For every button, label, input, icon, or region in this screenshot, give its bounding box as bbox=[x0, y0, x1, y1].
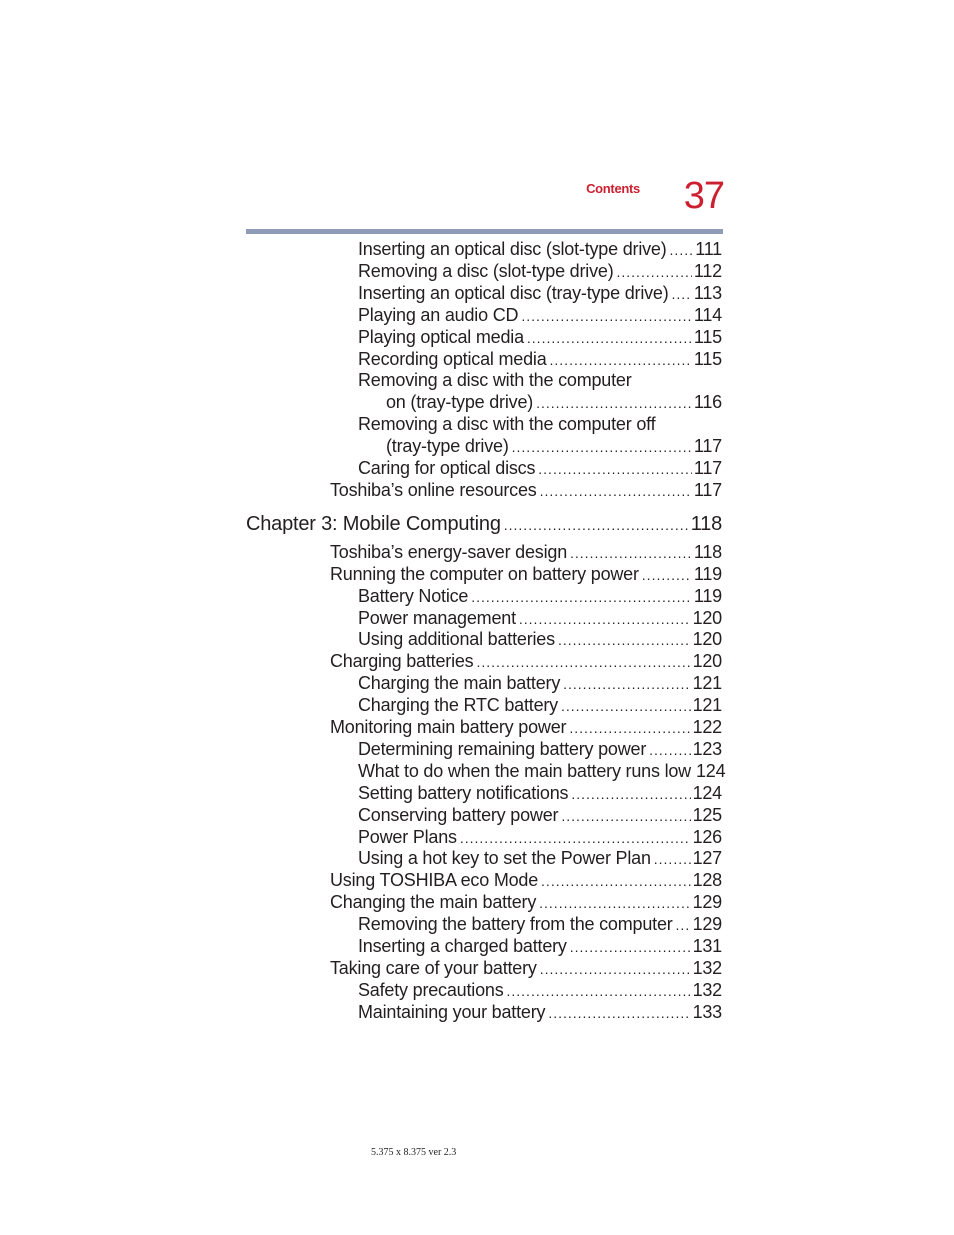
dot-leader bbox=[507, 980, 691, 1002]
toc-entry-title: Inserting an optical disc (slot-type drive) bbox=[358, 239, 667, 259]
toc-entry-title: Battery Notice bbox=[358, 585, 469, 606]
toc-entry-page: 133 bbox=[692, 1001, 722, 1022]
toc-entry-title: Safety precautions bbox=[358, 979, 504, 1000]
toc-entry-page: 121 bbox=[692, 695, 722, 716]
dot-leader bbox=[519, 608, 691, 630]
toc-entry-page: 131 bbox=[692, 936, 722, 956]
toc-entry bbox=[358, 782, 722, 805]
toc-entry-title: Determining remaining battery power bbox=[358, 738, 647, 759]
running-header-label: Contents bbox=[586, 181, 640, 196]
toc-entry bbox=[330, 479, 722, 502]
toc-entry-title: Maintaining your battery bbox=[358, 1001, 546, 1022]
toc-entry-title: Chapter 3: Mobile Computing bbox=[246, 512, 501, 535]
toc-entry-page: 118 bbox=[690, 512, 722, 535]
chapter-heading bbox=[246, 511, 722, 538]
toc-entry-title: Inserting an optical disc (tray-type drive) bbox=[358, 282, 669, 303]
toc-entry-title: Inserting a charged battery bbox=[358, 936, 567, 956]
toc-entry-page: 128 bbox=[692, 870, 722, 891]
toc-entry bbox=[358, 738, 722, 761]
toc-entry-title: Caring for optical discs bbox=[358, 458, 536, 478]
toc-entry-page: 119 bbox=[693, 563, 722, 584]
toc-entry-title: Playing optical media bbox=[358, 326, 524, 347]
toc-entry bbox=[358, 607, 722, 630]
dot-leader bbox=[471, 586, 692, 608]
dot-leader bbox=[676, 914, 691, 936]
dot-leader bbox=[571, 783, 690, 805]
toc-entry bbox=[358, 348, 722, 371]
toc-entry-page: 125 bbox=[692, 804, 722, 825]
toc-entry-title: Removing a disc (slot-type drive) bbox=[358, 260, 614, 281]
toc-entry bbox=[358, 826, 722, 849]
dot-leader bbox=[670, 239, 694, 261]
dot-leader bbox=[642, 564, 692, 586]
toc-entry-page: 124 bbox=[692, 782, 722, 803]
toc-entry bbox=[330, 869, 722, 892]
toc-entry-page: 117 bbox=[693, 479, 722, 500]
toc-entry-title: on (tray-type drive) bbox=[386, 392, 534, 413]
toc-entry bbox=[358, 326, 722, 349]
toc-entry bbox=[358, 847, 722, 870]
dot-leader bbox=[521, 305, 692, 327]
toc-entry bbox=[358, 282, 722, 305]
toc-entry-title: Using TOSHIBA eco Mode bbox=[330, 870, 539, 891]
dot-leader bbox=[654, 848, 691, 870]
dot-leader bbox=[538, 458, 692, 480]
toc-entry bbox=[358, 913, 722, 936]
toc-entry-title: Charging batteries bbox=[330, 651, 474, 672]
dot-leader bbox=[561, 805, 690, 827]
toc-entry-title: Using additional batteries bbox=[358, 629, 555, 650]
dot-leader bbox=[548, 1002, 690, 1024]
dot-leader bbox=[536, 392, 692, 414]
toc-entry-page: 121 bbox=[692, 673, 722, 694]
toc-entry bbox=[330, 891, 722, 914]
dot-leader bbox=[649, 739, 690, 761]
toc-entry-page: 126 bbox=[692, 826, 722, 847]
toc-entry-title: Power Plans bbox=[358, 826, 457, 847]
toc-entry bbox=[358, 760, 726, 783]
toc-entry-title: Charging the main battery bbox=[358, 673, 561, 694]
toc-entry bbox=[358, 457, 722, 480]
toc-entry-page: 132 bbox=[692, 957, 722, 978]
toc-entry bbox=[330, 957, 722, 980]
toc-entry-page: 123 bbox=[692, 738, 722, 759]
dot-leader bbox=[569, 717, 690, 739]
dot-leader bbox=[561, 695, 691, 717]
toc-entry-page: 118 bbox=[693, 541, 722, 562]
toc-entry-page: 120 bbox=[692, 607, 722, 628]
toc-entry bbox=[386, 391, 722, 414]
toc-entry-title: Setting battery notifications bbox=[358, 782, 569, 803]
toc-entry-title: Using a hot key to set the Power Plan bbox=[358, 848, 651, 869]
toc-entry bbox=[386, 435, 722, 458]
dot-leader bbox=[460, 827, 691, 849]
toc-entry-page: 113 bbox=[693, 282, 722, 303]
toc-entry-title: Removing a disc with the computer bbox=[358, 370, 632, 391]
toc-entry bbox=[358, 628, 722, 651]
toc-entry-page: 129 bbox=[692, 892, 722, 913]
dot-leader bbox=[539, 892, 690, 914]
toc-entry bbox=[358, 304, 722, 327]
toc-entry-title: Power management bbox=[358, 607, 516, 628]
toc-entry-title: Playing an audio CD bbox=[358, 304, 519, 325]
dot-leader bbox=[504, 512, 689, 538]
toc-entry-page: 127 bbox=[692, 848, 722, 869]
footer-version: 5.375 x 8.375 ver 2.3 bbox=[371, 1147, 457, 1158]
toc-entry-page: 117 bbox=[693, 458, 722, 478]
toc-entry-title: Recording optical media bbox=[358, 348, 547, 369]
toc-entry-title: What to do when the main battery runs low bbox=[358, 760, 691, 781]
toc-entry-page: 129 bbox=[692, 914, 722, 935]
toc-entry bbox=[358, 672, 722, 695]
toc-entry bbox=[358, 413, 722, 435]
header-rule bbox=[246, 229, 723, 234]
toc-entry-title: Charging the RTC battery bbox=[358, 695, 558, 716]
dot-leader bbox=[550, 349, 692, 371]
toc-entry bbox=[358, 1001, 722, 1024]
dot-leader bbox=[477, 651, 691, 673]
toc-entry-page: 114 bbox=[693, 304, 722, 325]
toc-entry bbox=[358, 935, 722, 958]
toc-entry-page: 132 bbox=[692, 979, 722, 1000]
toc-entry bbox=[358, 585, 722, 608]
toc-entry bbox=[358, 804, 722, 827]
toc-entry-page: 122 bbox=[692, 717, 722, 737]
toc-entry-page: 120 bbox=[692, 629, 722, 650]
toc-entry-page: 115 bbox=[693, 348, 722, 369]
dot-leader bbox=[672, 283, 692, 305]
toc-entry bbox=[330, 716, 722, 739]
toc-entry bbox=[358, 694, 722, 717]
toc-entry-title: Toshiba’s energy-saver design bbox=[330, 541, 568, 562]
toc-entry bbox=[330, 541, 722, 564]
dot-leader bbox=[540, 958, 691, 980]
toc-entry-page: 111 bbox=[695, 239, 722, 259]
toc-entry bbox=[358, 238, 722, 261]
toc-entry-title: Removing a disc with the computer off bbox=[358, 414, 656, 435]
toc-entry bbox=[330, 650, 722, 673]
toc-entry bbox=[358, 260, 722, 283]
dot-leader bbox=[541, 870, 691, 892]
page-number: 37 bbox=[683, 175, 724, 217]
dot-leader bbox=[540, 480, 692, 502]
toc-entry-title: Monitoring main battery power bbox=[330, 717, 567, 737]
toc-entry-page: 115 bbox=[693, 326, 722, 347]
dot-leader bbox=[512, 436, 692, 458]
dot-leader bbox=[558, 629, 691, 651]
dot-leader bbox=[563, 673, 690, 695]
dot-leader bbox=[527, 327, 692, 349]
dot-leader bbox=[617, 261, 692, 283]
toc-entry-page: 117 bbox=[693, 436, 722, 457]
toc-entry-page: 116 bbox=[693, 392, 722, 413]
toc-entry-title: Changing the main battery bbox=[330, 892, 537, 913]
toc-entry-title: Conserving battery power bbox=[358, 804, 559, 825]
toc-entry-title: Taking care of your battery bbox=[330, 957, 537, 978]
toc-entry-page: 124 bbox=[695, 760, 726, 781]
toc-entry-title: Running the computer on battery power bbox=[330, 563, 639, 584]
toc-entry-title: Toshiba’s online resources bbox=[330, 479, 537, 500]
toc-entry bbox=[358, 979, 722, 1002]
toc-entry bbox=[358, 369, 722, 391]
toc-entry bbox=[330, 563, 722, 586]
toc-entry-title: Removing the battery from the computer bbox=[358, 914, 673, 935]
dot-leader bbox=[570, 542, 692, 564]
toc-entry-page: 112 bbox=[693, 260, 722, 281]
toc-entry-page: 120 bbox=[692, 651, 722, 672]
toc-entry-title: (tray-type drive) bbox=[386, 436, 509, 457]
toc-entry-page: 119 bbox=[693, 585, 722, 606]
dot-leader bbox=[570, 936, 691, 958]
